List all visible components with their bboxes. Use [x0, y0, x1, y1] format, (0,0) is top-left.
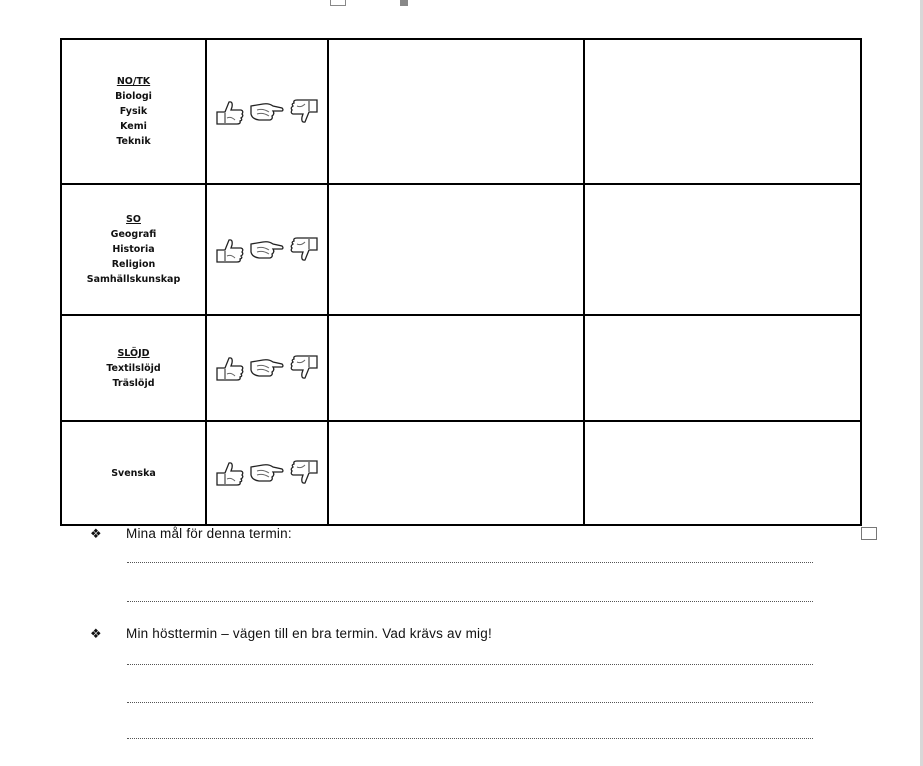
thumbs-sideways-icon[interactable]: [249, 236, 285, 264]
goal-item-terms-goals: [90, 526, 292, 542]
answer-line[interactable]: [127, 738, 813, 739]
diamond-bullet-icon: ❖: [90, 526, 102, 541]
subject-item: Kemi: [120, 121, 147, 132]
rating-cell: [206, 421, 328, 525]
thumbs-down-icon[interactable]: [285, 236, 321, 264]
thumbs-up-icon[interactable]: [213, 98, 249, 126]
thumbs-down-icon[interactable]: [285, 98, 321, 126]
comments-cell[interactable]: [584, 39, 861, 184]
subject-cell: [61, 421, 206, 525]
subject-heading: SLÖJD: [117, 347, 150, 359]
rating-cell: [206, 315, 328, 421]
subject-item: Geografi: [110, 229, 157, 240]
subject-row: [61, 421, 861, 525]
notes-cell[interactable]: [328, 184, 584, 315]
subject-row: [61, 315, 861, 421]
subject-item: Textilslöjd: [106, 362, 161, 374]
subject-cell: [61, 315, 206, 421]
subject-item: Svenska: [111, 467, 156, 479]
diamond-bullet-icon: ❖: [90, 626, 102, 641]
thumbs-up-icon[interactable]: [213, 354, 249, 382]
subject-item: Fysik: [119, 106, 148, 117]
subject-row: [61, 39, 861, 184]
comments-cell[interactable]: [584, 184, 861, 315]
subject-row: [61, 184, 861, 315]
answer-line[interactable]: [127, 601, 813, 602]
table-resize-handle[interactable]: [861, 527, 877, 540]
thumbs-sideways-icon[interactable]: [249, 98, 285, 126]
answer-line[interactable]: [127, 664, 813, 665]
subject-heading: NO/TK: [116, 76, 151, 87]
subject-item: Biologi: [115, 91, 152, 102]
subject-item: Religion: [111, 259, 156, 270]
thumbs-up-icon[interactable]: [213, 459, 249, 487]
rating-cell: [206, 184, 328, 315]
subject-cell: [61, 184, 206, 315]
rating-cell: [206, 39, 328, 184]
thumbs-down-icon[interactable]: [285, 459, 321, 487]
notes-cell[interactable]: [328, 421, 584, 525]
thumbs-up-icon[interactable]: [213, 236, 249, 264]
answer-line[interactable]: [127, 702, 813, 703]
subject-item: Träslöjd: [112, 377, 155, 389]
notes-cell[interactable]: [328, 315, 584, 421]
subject-item: Historia: [112, 244, 155, 255]
comments-cell[interactable]: [584, 421, 861, 525]
goal-label: Min hösttermin – vägen till en bra termin. Vad krävs av mig!: [126, 626, 492, 641]
subject-item: Samhällskunskap: [86, 274, 181, 285]
thumbs-sideways-icon[interactable]: [249, 459, 285, 487]
page-edge-mark-left: [330, 0, 346, 6]
page-edge-mark-right: [400, 0, 408, 6]
subject-cell: [61, 39, 206, 184]
subject-heading: SO: [126, 214, 141, 225]
goal-label: Mina mål för denna termin:: [126, 526, 292, 541]
subjects-table: [60, 38, 862, 526]
answer-line[interactable]: [127, 562, 813, 563]
thumbs-down-icon[interactable]: [285, 354, 321, 382]
notes-cell[interactable]: [328, 39, 584, 184]
goal-item-autumn-term: [90, 626, 492, 642]
thumbs-sideways-icon[interactable]: [249, 354, 285, 382]
subject-item: Teknik: [116, 136, 151, 147]
comments-cell[interactable]: [584, 315, 861, 421]
